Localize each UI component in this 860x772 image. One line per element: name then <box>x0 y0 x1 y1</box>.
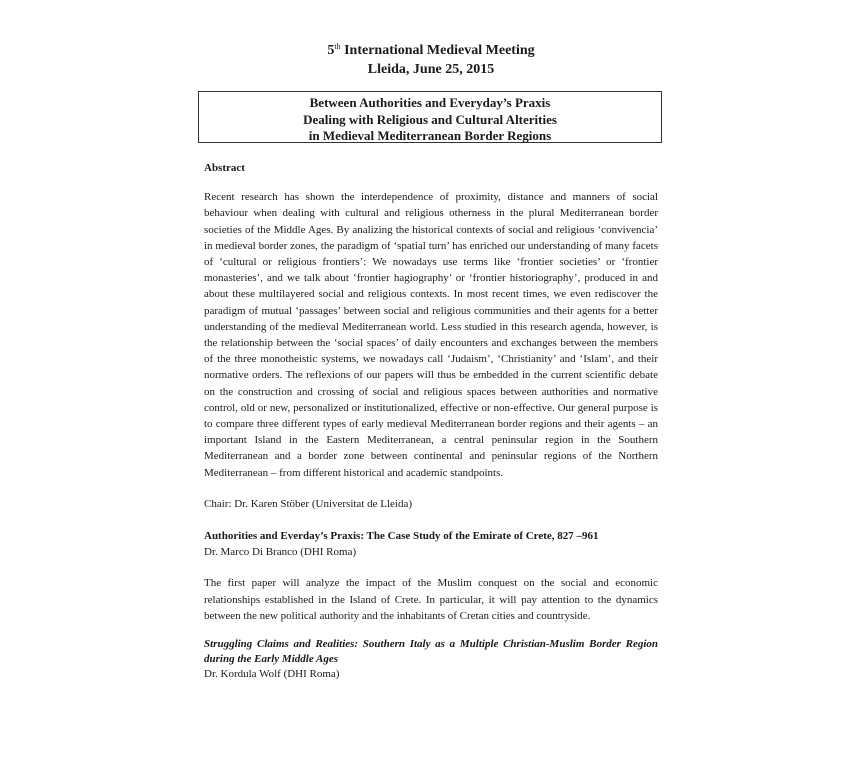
conference-ordinal-suffix: th <box>334 42 341 51</box>
session-title-box <box>198 91 662 143</box>
conference-title <box>200 37 662 79</box>
session-title-line-3: in Medieval Mediterranean Border Regions <box>308 128 552 143</box>
paper-author-1: Dr. Marco Di Branco (DHI Roma) <box>204 546 357 559</box>
paper-title-1: Authorities and Everday’s Praxis: The Case Study of the Emirate of Crete, 827 –961 <box>204 530 599 543</box>
document-body <box>204 160 658 682</box>
conference-name-line <box>200 37 662 60</box>
abstract-heading: Abstract <box>204 162 245 174</box>
conference-number: 5 <box>327 43 335 58</box>
paper-abstract-1: The first paper will analyze the impact of the Muslim conquest on the social and economic relationships established in the Island of Crete. In particular, it will pay attention to the dynamics between the new political authority and the inhabitants of Cretan cities and countryside. <box>204 577 658 622</box>
conference-place-date: Lleida, June 25, 2015 <box>367 62 495 77</box>
paper-author-2: Dr. Kordula Wolf (DHI Roma) <box>204 668 340 681</box>
session-chair: Chair: Dr. Karen Stöber (Universitat de Lleida) <box>204 497 413 510</box>
abstract-text: Recent research has shown the interdependence of proximity, distance and manners of social behaviour when dealing with cultural and religious otherness in the plural Mediterranean border societies of the Middle Ages. By analizing the historical contexts of social and religious ‘convivencia’ in medieval border zones, the paradigm of ‘spatial turn’ has enriched our understanding of many facets of ‘cultural or religious frontiers’: We nowadays use terms like ‘frontier societies’ or ‘frontier monasteries’, and we talk about ‘frontier hagiography’ or ‘frontier historiography’, produced in and about these multilayered social and religious contexts. In most recent times, we even rediscover the paradigm of mutual ‘passages’ between social and religious communities and their agents for a better understanding of the medieval Mediterranean world. Less studied in this research agenda, however, is the relationship between the ‘social spaces’ of daily encounters and exchanges between the members of the three monotheistic systems, we nowadays call ‘Judaism’, ‘Christianity’ and ‘Islam’, and their normative orders. The reflexions of our papers will thus be embedded in the current scientific debate on the construction and crossing of social and religious spaces between authorities and normative control, old or new, personalized or institutionalized, effective or non-effective. Our general purpose is to compare three different types of early medieval Mediterranean border regions and their agents – an important Island in the Eastern Mediterranean, a central peninsular region in the Southern Mediterranean and a border zone between continental and peninsular regions of the Northern Mediterranean – from different historical and academic standpoints. <box>204 191 658 479</box>
session-title-line-1: Between Authorities and Everyday’s Praxis <box>309 95 551 110</box>
conference-name: International Medieval Meeting <box>344 43 535 58</box>
session-title-line-2: Dealing with Religious and Cultural Alterities <box>303 111 557 127</box>
paper-title-2: Struggling Claims and Realities: Southern Italy as a Multiple Christian-Muslim Border Region during the Early Middle Ages <box>204 638 658 665</box>
